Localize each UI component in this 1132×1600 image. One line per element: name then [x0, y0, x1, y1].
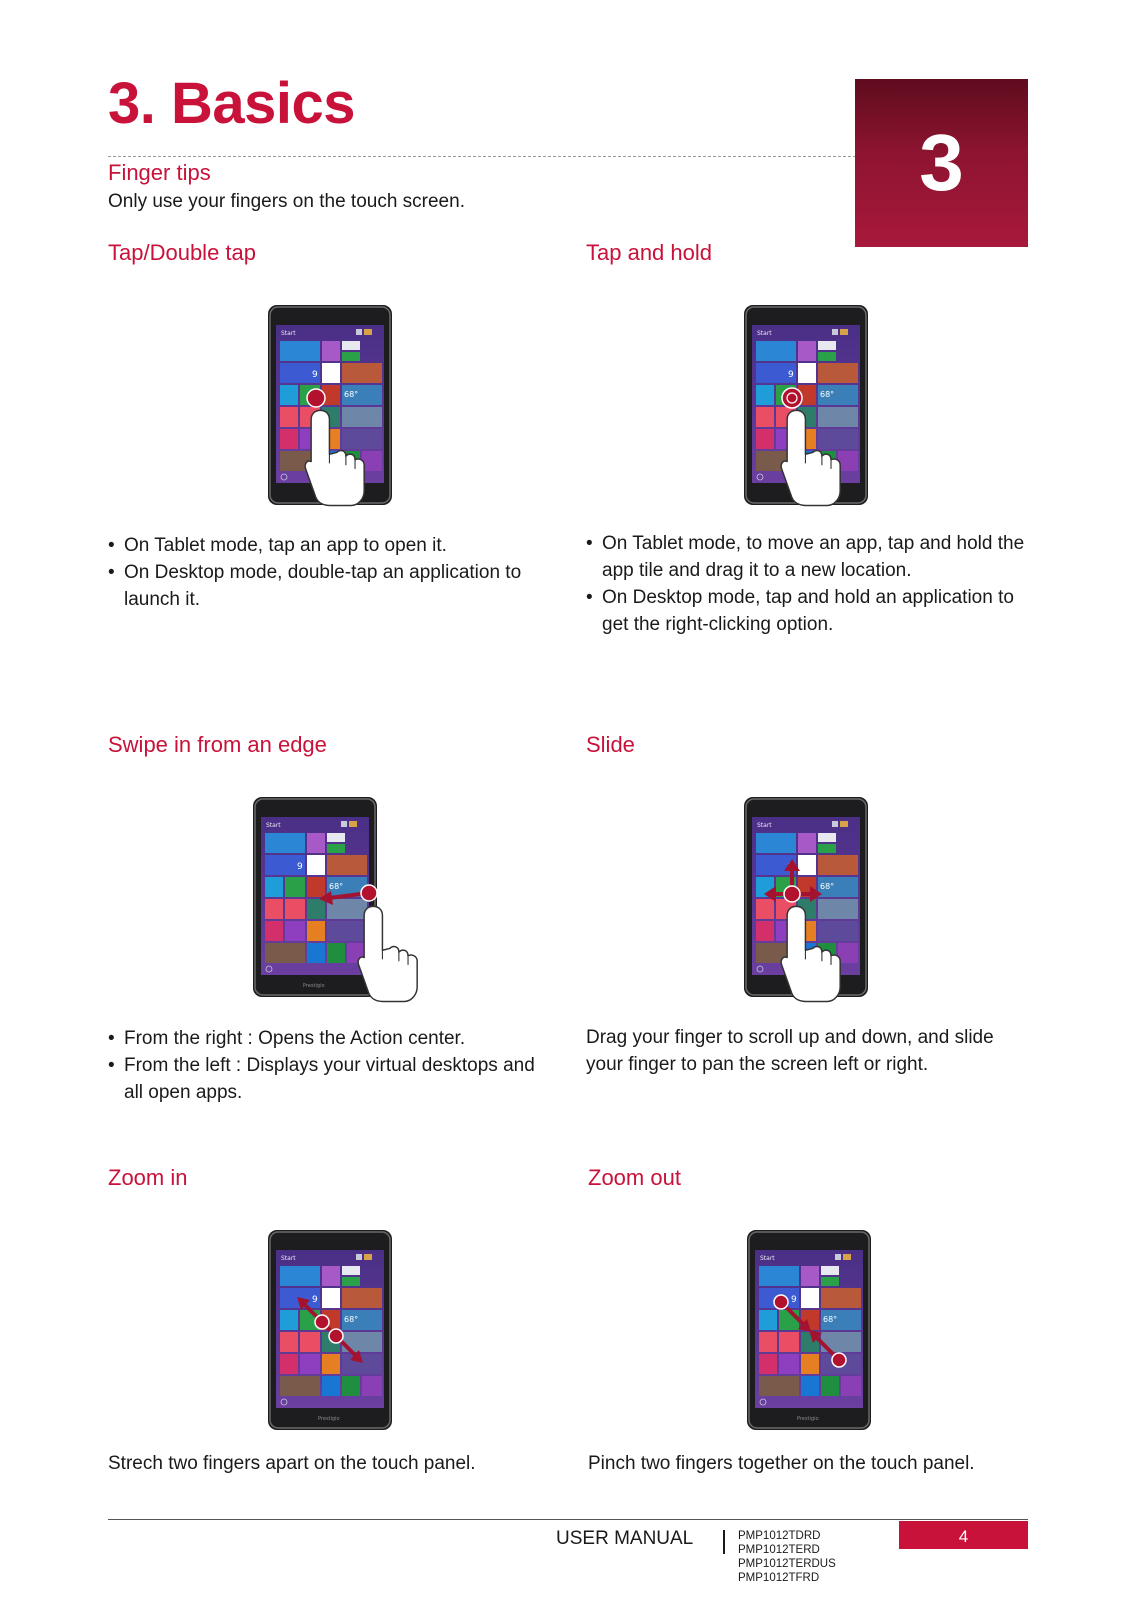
- touch-point: [774, 1295, 788, 1309]
- swipe-description: [108, 1025, 548, 1106]
- touch-point: [782, 388, 802, 408]
- section-intro: Only use your fingers on the touch screen.: [108, 191, 465, 212]
- model-number: PMP1012TFRD: [738, 1572, 820, 1584]
- hold-heading: Tap and hold: [586, 240, 712, 265]
- touch-point: [307, 389, 325, 407]
- zoom-out-description: [588, 1450, 1028, 1477]
- touch-point: [832, 1353, 846, 1367]
- model-number: PMP1012TDRD: [738, 1530, 821, 1542]
- slide-illustration: [744, 797, 884, 1022]
- tap-illustration: [268, 305, 408, 530]
- tap-bullet: • On Desktop mode, double-tap an application to launch it.: [108, 559, 548, 613]
- hold-bullet: • On Desktop mode, tap and hold an application to get the right-clicking option.: [586, 584, 1026, 638]
- swipe-bullet: • From the right : Opens the Action center.: [108, 1025, 548, 1052]
- zoom-in-illustration: [268, 1230, 408, 1435]
- footer-model-list: [738, 1529, 836, 1585]
- touch-point: [361, 885, 377, 901]
- swipe-heading: Swipe in from an edge: [108, 732, 327, 757]
- zoom-out-illustration: [747, 1230, 887, 1435]
- tablet-image: [253, 797, 377, 997]
- section-divider: [108, 156, 856, 157]
- zoom-in-description: [108, 1450, 568, 1477]
- chapter-title: 3. Basics: [108, 71, 356, 136]
- zoom-out-heading: Zoom out: [588, 1165, 681, 1190]
- swipe-illustration: [253, 797, 423, 1022]
- zoom-in-heading: Zoom in: [108, 1165, 188, 1190]
- slide-heading: Slide: [586, 732, 635, 757]
- tap-description: [108, 532, 548, 613]
- tap-heading: Tap/Double tap: [108, 240, 256, 265]
- slide-text: Drag your finger to scroll up and down, and slide your finger to pan the screen left or right.: [586, 1027, 994, 1075]
- zoom-out-text: Pinch two fingers together on the touch panel.: [588, 1453, 975, 1474]
- zoom-in-text: Strech two fingers apart on the touch panel.: [108, 1453, 476, 1474]
- touch-point: [784, 886, 800, 902]
- model-number: PMP1012TERD: [738, 1544, 820, 1556]
- hold-illustration: [744, 305, 884, 530]
- chapter-number-tab: 3: [855, 79, 1028, 247]
- footer-divider: [108, 1519, 1028, 1520]
- touch-point: [329, 1329, 343, 1343]
- tap-bullet: • On Tablet mode, tap an app to open it.: [108, 532, 548, 559]
- hold-bullet: • On Tablet mode, to move an app, tap and hold the app tile and drag it to a new location.: [586, 530, 1026, 584]
- footer-label: USER MANUAL: [556, 1528, 694, 1549]
- section-title: Finger tips: [108, 160, 211, 185]
- footer-separator: [723, 1530, 725, 1554]
- slide-description: [586, 1024, 1026, 1078]
- hand-icon: [358, 906, 417, 1001]
- touch-point: [315, 1315, 329, 1329]
- page-number: 4: [899, 1521, 1028, 1549]
- model-number: PMP1012TERDUS: [738, 1558, 836, 1570]
- swipe-bullet: • From the left : Displays your virtual desktops and all open apps.: [108, 1052, 548, 1106]
- hold-description: [586, 530, 1026, 638]
